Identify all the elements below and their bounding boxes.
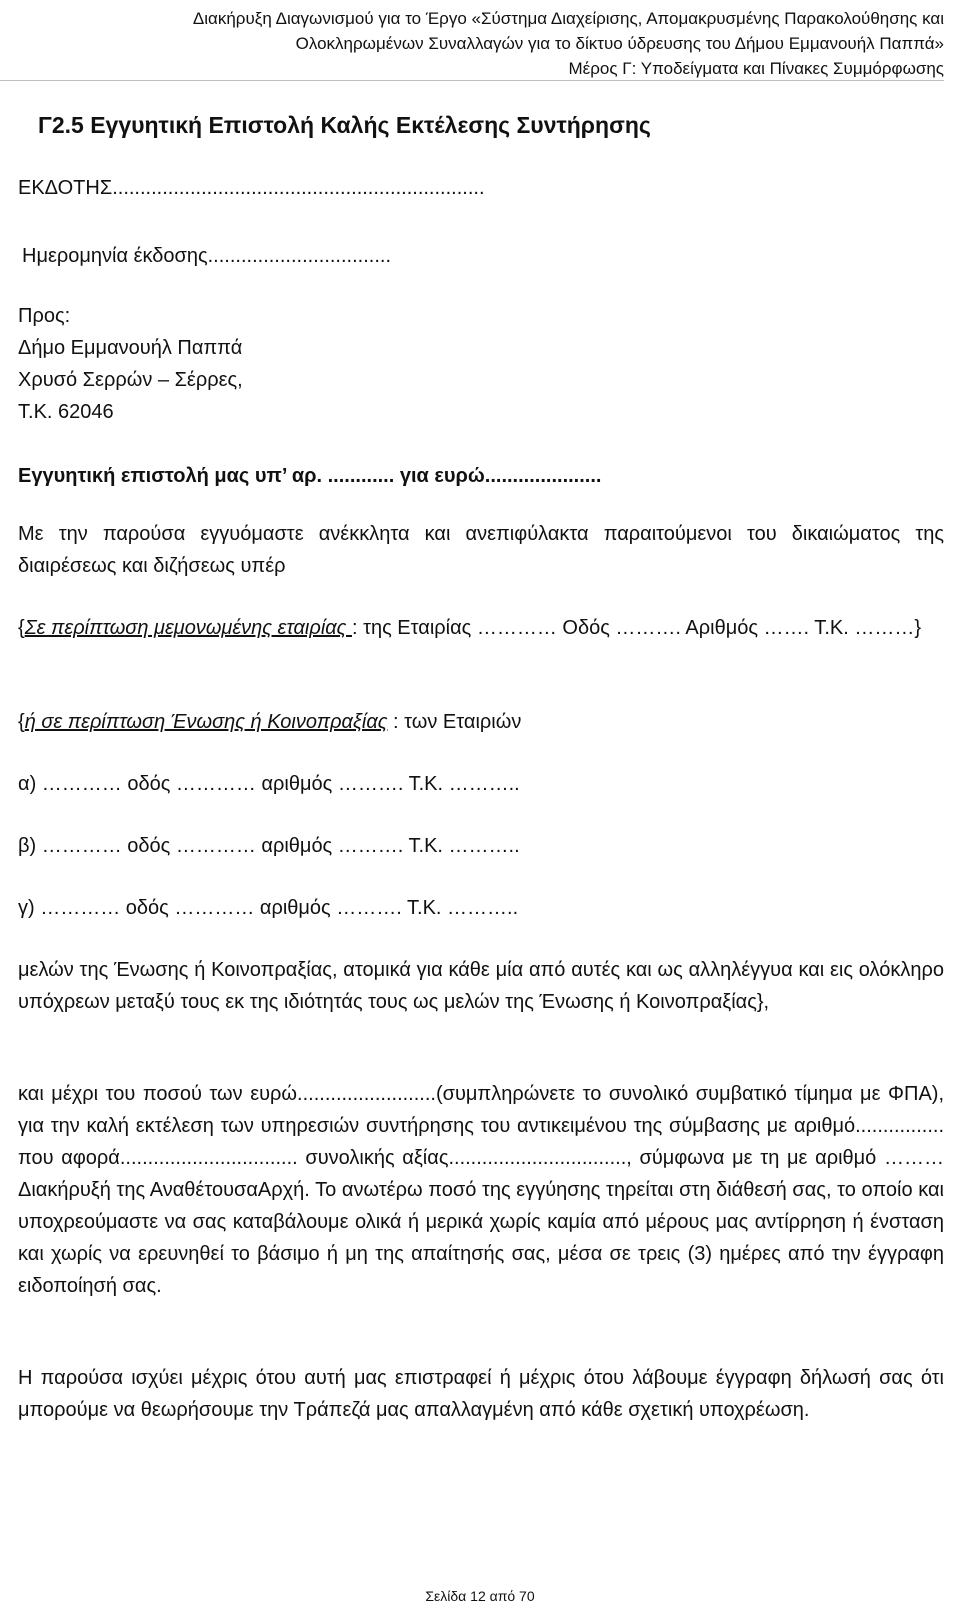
recipient-line-3: Τ.Κ. 62046 xyxy=(18,401,114,423)
header-divider xyxy=(0,80,944,81)
recipient-block xyxy=(18,300,243,428)
member-line-a: α) ………… οδός ………… αριθμός ………. Τ.Κ. ……….. xyxy=(18,773,520,795)
member-line-b: β) ………… οδός ………… αριθμός ………. Τ.Κ. ……….. xyxy=(18,835,520,857)
single-company-rest: : της Εταιρίας ………… Οδός ………. Αριθμός ……. Τ.Κ. ………} xyxy=(351,617,922,639)
header-line-1: Διακήρυξη Διαγωνισμού για το Έργο «Σύστημα Διαχείρισης, Απομακρυσμένης Παρακολούθησης και xyxy=(192,9,944,28)
union-paragraph xyxy=(18,706,521,738)
recipient-line-2: Χρυσό Σερρών – Σέρρες, xyxy=(18,369,243,391)
section-title: Γ2.5 Εγγυητική Επιστολή Καλής Εκτέλεσης Συντήρησης xyxy=(38,112,651,138)
members-paragraph: μελών της Ένωσης ή Κοινοπραξίας, ατομικά για κάθε μία από αυτές και ως αλληλέγγυα και εις ολόκληρο υπόχρεων μεταξύ τους εκ της ιδιότητάς τους ως μελών της Ένωσης ή Κοινοπραξίας}, xyxy=(18,959,944,1013)
page-number: Σελίδα 12 από 70 xyxy=(425,1588,535,1604)
union-open: { xyxy=(18,711,25,733)
recipient-line-1: Δήμο Εμμανουήλ Παππά xyxy=(18,337,243,359)
document-header xyxy=(0,6,944,81)
union-rest: : των Εταιριών xyxy=(387,711,522,733)
single-company-italic: Σε περίπτωση μεμονωμένης εταιρίας xyxy=(24,617,352,639)
guarantee-reference: Εγγυητική επιστολή μας υπ’ αρ. ............ για ευρώ..................... xyxy=(18,465,602,487)
header-line-3: Μέρος Γ: Υποδείγματα και Πίνακες Συμμόρφωσης xyxy=(568,59,944,78)
issue-date-line: Ημερομηνία έκδοσης................................. xyxy=(22,245,391,267)
issuer-line: ΕΚΔΟΤΗΣ................................................................... xyxy=(18,177,485,199)
single-company-paragraph xyxy=(18,612,944,644)
header-line-2: Ολοκληρωμένων Συναλλαγών για το δίκτυο ύδρευσης του Δήμου Εμμανουήλ Παππά» xyxy=(295,34,944,53)
validity-paragraph: Η παρούσα ισχύει μέχρις ότου αυτή μας επιστραφεί ή μέχρις ότου λάβουμε έγγραφη δήλωσή σας ότι μπορούμε να θεωρήσουμε την Τράπεζά μας απαλλαγμένη από κάθε σχετική υποχρέωση. xyxy=(18,1367,944,1421)
union-italic: ή σε περίπτωση Ένωσης ή Κοινοπραξίας xyxy=(24,711,388,733)
intro-paragraph: Με την παρούσα εγγυόμαστε ανέκκλητα και ανεπιφύλακτα παραιτούμενοι του δικαιώματος της διαιρέσεως και διζήσεως υπέρ xyxy=(18,523,944,577)
recipient-to-label: Προς: xyxy=(18,305,71,327)
member-line-c: γ) ………… οδός ………… αριθμός ………. Τ.Κ. ……….. xyxy=(18,897,519,919)
amount-paragraph: και μέχρι του ποσού των ευρώ.........................(συμπληρώνετε το συνολικό συμβατικό τίμημα με ΦΠΑ), για την καλή εκτέλεση των υπηρεσιών συντήρησης του αντικειμένου της σύμβασης με αριθμό................ που αφορά................................ συνολικής αξίας................................, σύμφωνα με τη με αριθμό ……… Διακήρυξή της ΑναθέτουσαΑρχή. Το ανωτέρω ποσό της εγγύησης τηρείται στη διάθεσή σας, το οποίο και υποχρεούμαστε να σας καταβάλουμε ολικά ή μερικά χωρίς καμία από μέρους μας αντίρρηση ή ένσταση και χωρίς να ερευνηθεί το βάσιμο ή μη της απαίτησής σας, μέσα σε τρεις (3) ημέρες από την έγγραφη ειδοποίησή σας. xyxy=(18,1083,944,1297)
single-company-open: { xyxy=(18,617,25,639)
